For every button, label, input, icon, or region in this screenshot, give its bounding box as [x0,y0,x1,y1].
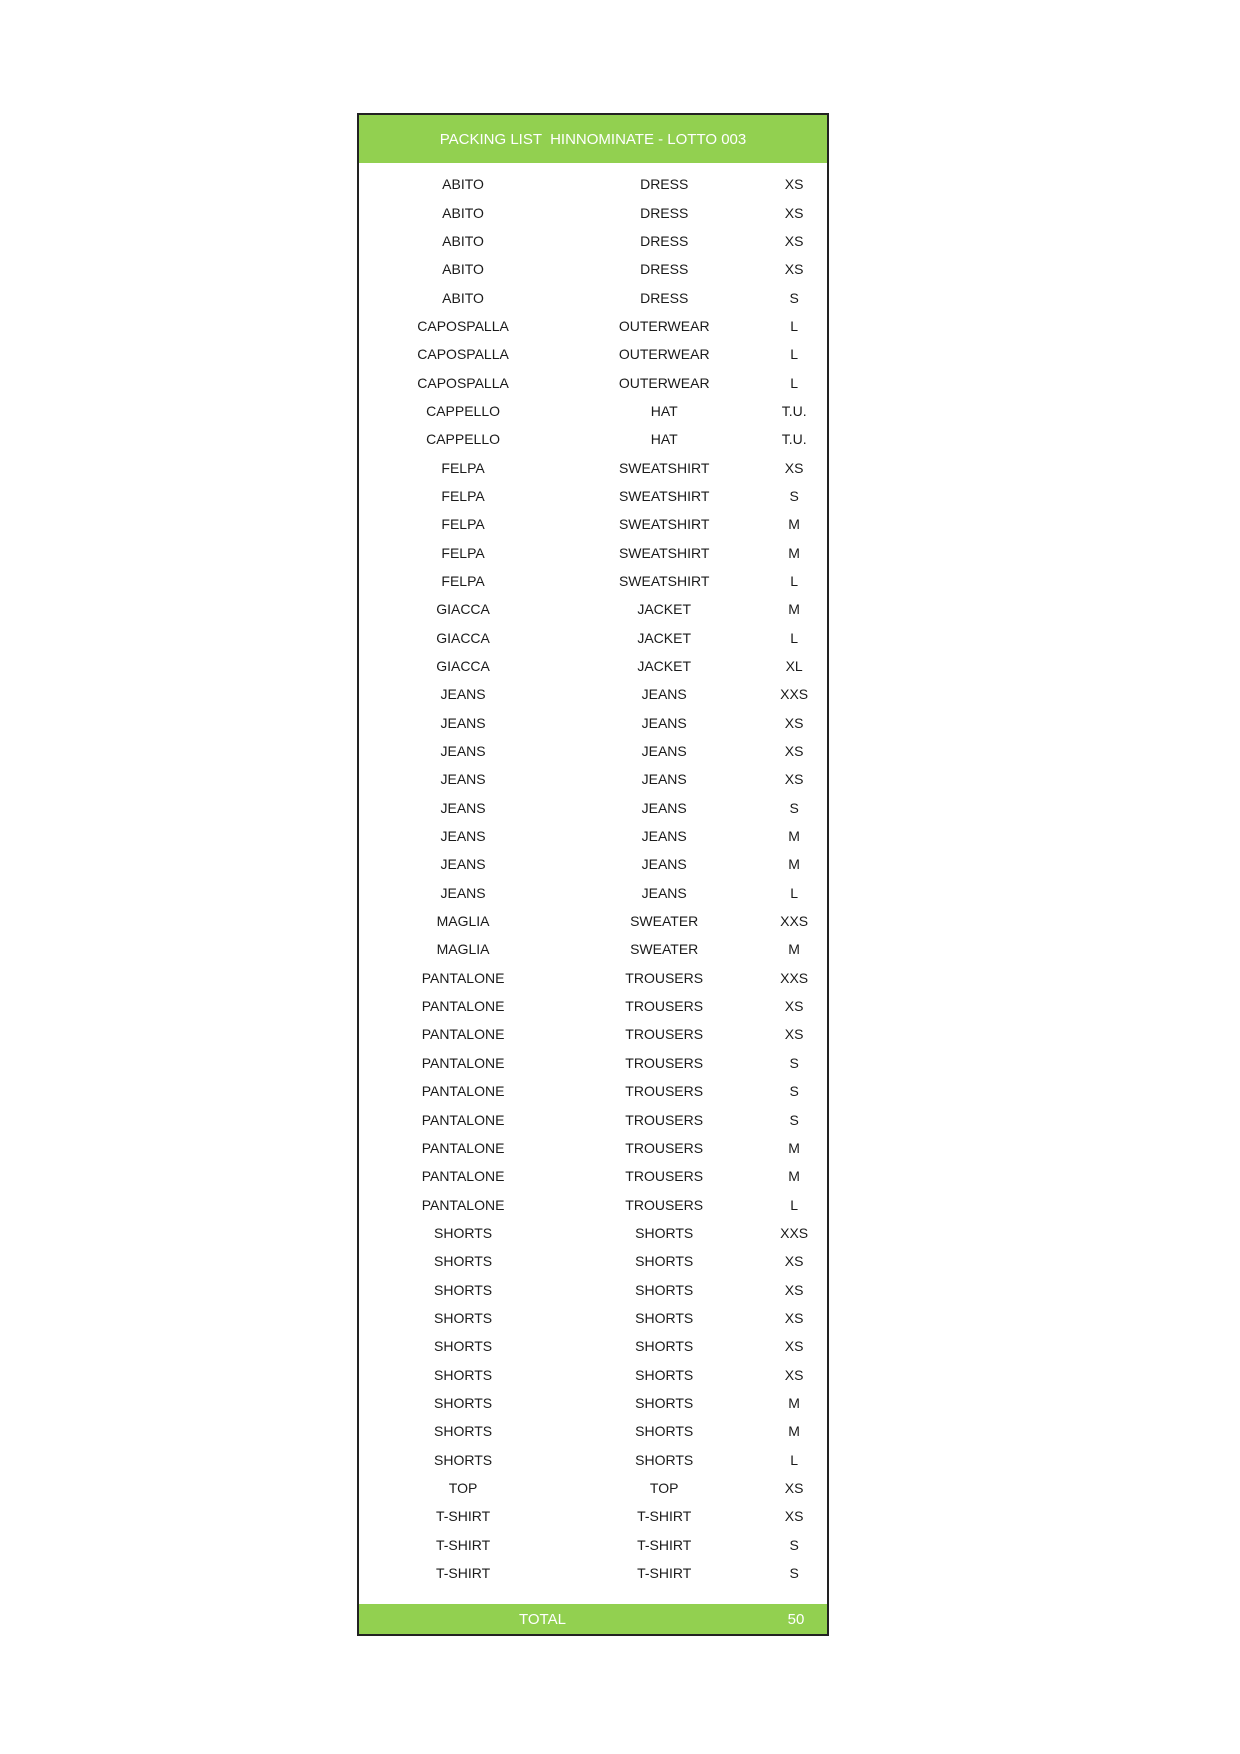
table-body [359,163,827,1587]
table-row [359,1105,827,1133]
item-italian-name: ABITO [442,176,484,193]
table-row [359,737,827,765]
item-size: XXS [780,1224,809,1241]
item-english-name: HAT [650,402,678,419]
table-row [359,1474,827,1502]
table-row [359,482,827,510]
item-italian-name: ABITO [442,204,484,221]
item-english-name: DRESS [640,204,689,221]
item-english-name: OUTERWEAR [618,317,710,334]
table-row [359,709,827,737]
item-size: T.U. [781,431,807,448]
item-size: XS [784,1253,804,1270]
item-size: XS [784,1366,804,1383]
item-italian-name: SHORTS [434,1309,493,1326]
item-italian-name: PANTALONE [421,1139,505,1156]
item-english-name: JEANS [641,771,687,788]
item-size: XS [784,743,804,760]
item-english-name: JACKET [637,658,692,675]
item-english-name: JEANS [641,884,687,901]
item-size: M [788,856,800,873]
item-size: S [789,289,799,306]
item-italian-name: FELPA [441,516,485,533]
item-english-name: JACKET [637,629,692,646]
item-italian-name: ABITO [442,261,484,278]
table-row [359,907,827,935]
item-english-name: SWEATSHIRT [618,516,710,533]
item-english-name: SHORTS [635,1338,694,1355]
table-row [359,1417,827,1445]
item-size: L [790,1196,799,1213]
item-english-name: SWEATSHIRT [618,572,710,589]
item-italian-name: SHORTS [434,1281,493,1298]
item-english-name: JACKET [637,601,692,618]
table-title: PACKING LIST HINNOMINATE - LOTTO 003 [359,115,827,163]
item-italian-name: PANTALONE [421,998,505,1015]
item-english-name: OUTERWEAR [618,374,710,391]
item-english-name: SHORTS [635,1224,694,1241]
item-english-name: SWEATER [630,941,699,958]
item-italian-name: FELPA [441,459,485,476]
item-italian-name: TOP [448,1479,478,1496]
item-size: L [790,317,799,334]
table-row [359,1332,827,1360]
item-english-name: DRESS [640,261,689,278]
item-italian-name: SHORTS [434,1423,493,1440]
item-english-name: TROUSERS [625,1083,704,1100]
table-row [359,1531,827,1559]
item-english-name: TOP [649,1479,679,1496]
table-row [359,794,827,822]
item-italian-name: GIACCA [436,601,490,618]
table-row [359,340,827,368]
item-english-name: HAT [650,431,678,448]
item-size: S [789,1111,799,1128]
table-row [359,964,827,992]
item-italian-name: SHORTS [434,1451,493,1468]
item-italian-name: CAPPELLO [426,402,501,419]
item-english-name: TROUSERS [625,1026,704,1043]
item-english-name: SWEATSHIRT [618,459,710,476]
item-english-name: SHORTS [635,1309,694,1326]
table-row [359,1190,827,1218]
item-italian-name: PANTALONE [421,1054,505,1071]
item-italian-name: SHORTS [434,1366,493,1383]
item-english-name: TROUSERS [625,1054,704,1071]
item-size: S [789,1054,799,1071]
item-size: L [790,346,799,363]
item-italian-name: SHORTS [434,1253,493,1270]
item-size: XS [784,204,804,221]
item-english-name: OUTERWEAR [618,346,710,363]
item-size: XS [784,176,804,193]
item-size: L [790,572,799,589]
item-size: XS [784,459,804,476]
item-italian-name: PANTALONE [421,1026,505,1043]
table-row [359,312,827,340]
table-row [359,368,827,396]
item-english-name: TROUSERS [625,998,704,1015]
item-size: XS [784,1479,804,1496]
table-row [359,680,827,708]
table-row [359,510,827,538]
item-italian-name: JEANS [440,771,486,788]
item-english-name: JEANS [641,686,687,703]
item-size: XS [784,998,804,1015]
table-row [359,1247,827,1275]
item-italian-name: FELPA [441,544,485,561]
item-size: L [790,629,799,646]
item-english-name: DRESS [640,289,689,306]
item-english-name: TROUSERS [625,1139,704,1156]
item-size: XS [784,1309,804,1326]
item-size: T.U. [781,402,807,419]
item-italian-name: FELPA [441,487,485,504]
item-english-name: JEANS [641,799,687,816]
item-size: XL [785,658,803,675]
table-row [359,227,827,255]
table-row [359,283,827,311]
item-italian-name: SHORTS [434,1394,493,1411]
item-size: S [789,1565,799,1582]
item-english-name: SHORTS [635,1253,694,1270]
item-size: M [788,828,800,845]
item-size: L [790,374,799,391]
item-italian-name: T-SHIRT [435,1508,491,1525]
item-size: XS [784,714,804,731]
item-size: XS [784,1338,804,1355]
item-english-name: JEANS [641,714,687,731]
table-row [359,822,827,850]
table-row [359,1502,827,1530]
table-row [359,1389,827,1417]
item-italian-name: JEANS [440,714,486,731]
item-size: XS [784,232,804,249]
item-italian-name: PANTALONE [421,969,505,986]
item-size: XS [784,1508,804,1525]
item-italian-name: T-SHIRT [435,1565,491,1582]
item-size: M [788,1394,800,1411]
item-size: M [788,601,800,618]
table-row [359,1445,827,1473]
table-row [359,397,827,425]
item-italian-name: JEANS [440,828,486,845]
table-row [359,935,827,963]
item-size: S [789,487,799,504]
item-size: XS [784,261,804,278]
item-italian-name: CAPOSPALLA [417,346,509,363]
item-italian-name: SHORTS [434,1224,493,1241]
item-english-name: SWEATSHIRT [618,544,710,561]
item-english-name: JEANS [641,828,687,845]
item-italian-name: CAPOSPALLA [417,317,509,334]
table-row [359,879,827,907]
item-english-name: DRESS [640,232,689,249]
table-row [359,595,827,623]
table-row [359,1360,827,1388]
item-italian-name: MAGLIA [436,913,490,930]
item-english-name: TROUSERS [625,969,704,986]
item-english-name: T-SHIRT [637,1565,692,1582]
table-row [359,765,827,793]
total-label: TOTAL [519,1610,566,1628]
item-italian-name: GIACCA [436,629,490,646]
table-row [359,1020,827,1048]
item-italian-name: SHORTS [434,1338,493,1355]
item-size: XXS [780,686,809,703]
item-italian-name: PANTALONE [421,1168,505,1185]
table-footer [359,1604,827,1634]
item-english-name: JEANS [641,856,687,873]
item-size: M [788,544,800,561]
table-row [359,255,827,283]
item-english-name: TROUSERS [625,1168,704,1185]
item-italian-name: FELPA [441,572,485,589]
item-english-name: SHORTS [635,1423,694,1440]
item-italian-name: JEANS [440,799,486,816]
table-row [359,198,827,226]
item-italian-name: ABITO [442,289,484,306]
table-row [359,1134,827,1162]
total-value: 50 [787,1610,805,1628]
item-size: L [790,1451,799,1468]
item-size: L [790,884,799,901]
item-italian-name: MAGLIA [436,941,490,958]
item-size: S [789,1083,799,1100]
item-english-name: T-SHIRT [637,1508,692,1525]
table-row [359,1077,827,1105]
item-size: XXS [780,913,809,930]
item-size: XS [784,1281,804,1298]
item-english-name: T-SHIRT [637,1536,692,1553]
item-italian-name: GIACCA [436,658,490,675]
item-english-name: JEANS [641,743,687,760]
item-english-name: SWEATER [630,913,699,930]
item-size: M [788,1168,800,1185]
item-english-name: TROUSERS [625,1111,704,1128]
item-italian-name: CAPOSPALLA [417,374,509,391]
item-english-name: SHORTS [635,1394,694,1411]
item-size: M [788,516,800,533]
item-english-name: DRESS [640,176,689,193]
item-size: XS [784,771,804,788]
item-english-name: SWEATSHIRT [618,487,710,504]
item-english-name: SHORTS [635,1281,694,1298]
item-size: XS [784,1026,804,1043]
table-row [359,1049,827,1077]
item-italian-name: JEANS [440,686,486,703]
table-row [359,1275,827,1303]
table-row [359,1162,827,1190]
table-row [359,170,827,198]
table-row [359,992,827,1020]
item-italian-name: JEANS [440,856,486,873]
item-size: S [789,799,799,816]
item-italian-name: T-SHIRT [435,1536,491,1553]
packing-list-table [357,113,829,1636]
item-italian-name: ABITO [442,232,484,249]
table-row [359,567,827,595]
item-english-name: SHORTS [635,1451,694,1468]
item-size: M [788,941,800,958]
item-italian-name: PANTALONE [421,1196,505,1213]
item-italian-name: PANTALONE [421,1111,505,1128]
item-english-name: TROUSERS [625,1196,704,1213]
item-size: M [788,1423,800,1440]
table-row [359,538,827,566]
table-row [359,1559,827,1587]
table-row [359,850,827,878]
item-italian-name: JEANS [440,743,486,760]
item-size: S [789,1536,799,1553]
table-row [359,1219,827,1247]
item-italian-name: CAPPELLO [426,431,501,448]
item-italian-name: PANTALONE [421,1083,505,1100]
table-row [359,453,827,481]
table-row [359,652,827,680]
table-row [359,425,827,453]
item-size: XXS [780,969,809,986]
table-row [359,1304,827,1332]
item-english-name: SHORTS [635,1366,694,1383]
table-row [359,624,827,652]
item-italian-name: JEANS [440,884,486,901]
item-size: M [788,1139,800,1156]
